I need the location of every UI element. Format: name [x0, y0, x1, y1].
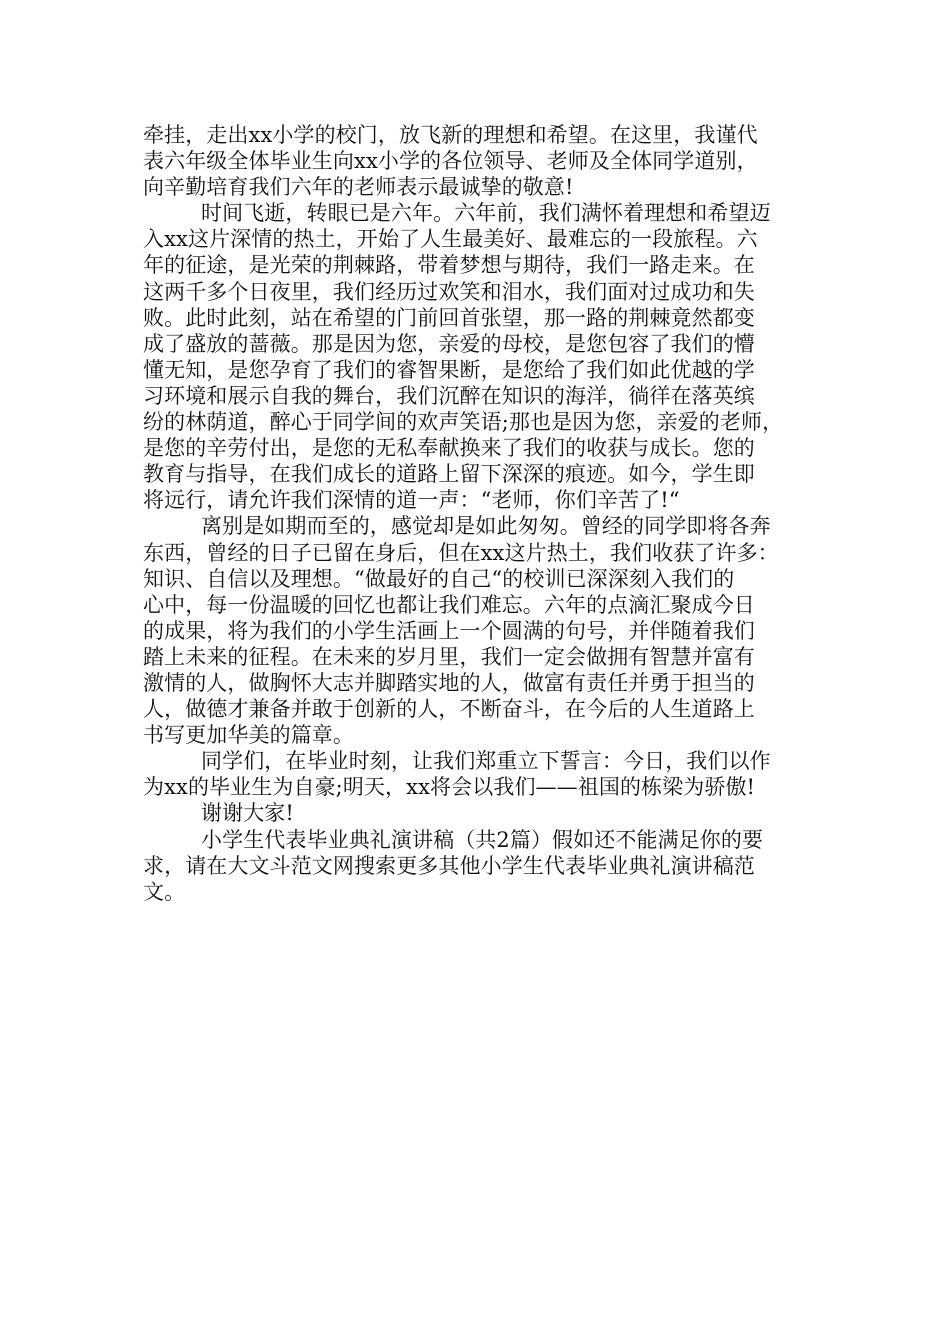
text-line: 的成果，将为我们的小学生活画上一个圆满的句号，并伴随着我们	[143, 618, 755, 643]
text-line: 习环境和展示自我的舞台，我们沉醉在知识的海洋，徜徉在落英缤	[143, 383, 755, 408]
text-line: 书写更加华美的篇章。	[143, 723, 354, 748]
text-line: 激情的人，做胸怀大志并脚踏实地的人，做富有责任并勇于担当的	[143, 670, 755, 695]
text-line: 教育与指导，在我们成长的道路上留下深深的痕迹。如今，学生即	[143, 462, 755, 487]
text-line: 心中，每一份温暖的回忆也都让我们难忘。六年的点滴汇聚成今日	[143, 592, 755, 617]
text-line: 牵挂，走出xx小学的校门，放飞新的理想和希望。在这里，我谨代	[143, 123, 758, 147]
paragraph-start-line: 同学们，在毕业时刻，让我们郑重立下誓言：今日，我们以作	[201, 749, 771, 774]
text-line: 年的征途，是光荣的荆棘路，带着梦想与期待，我们一路走来。在	[143, 253, 755, 278]
paragraph-start-line: 时间飞逝，转眼已是六年。六年前，我们满怀着理想和希望迈	[201, 201, 771, 226]
text-line: 将远行，请允许我们深情的道一声：“老师，你们辛苦了!“	[143, 488, 680, 513]
text-line: 踏上未来的征程。在未来的岁月里，我们一定会做拥有智慧并富有	[143, 644, 755, 669]
paragraph-start-line: 离别是如期而至的，感觉却是如此匆匆。曾经的同学即将各奔	[201, 514, 771, 539]
text-line: 文。	[143, 879, 186, 904]
text-line: 这两千多个日夜里，我们经历过欢笑和泪水，我们面对过成功和失	[143, 279, 755, 304]
text-line: 成了盛放的蔷薇。那是因为您，亲爱的母校，是您包容了我们的懵	[143, 331, 755, 356]
text-line: 知识、自信以及理想。“做最好的自己“的校训已深深刻入我们的	[143, 566, 735, 591]
text-line: 表六年级全体毕业生向xx小学的各位领导、老师及全体同学道别，	[143, 149, 758, 174]
text-line: 纷的林荫道，醉心于同学间的欢声笑语;那也是因为您，亲爱的老师，	[143, 410, 784, 435]
text-line: 人，做德才兼备并敢于创新的人，不断奋斗，在今后的人生道路上	[143, 697, 755, 722]
text-line: 败。此时此刻，站在希望的门前回首张望，那一路的荆棘竟然都变	[143, 305, 755, 330]
speech-body	[143, 122, 808, 905]
paragraph-start-line: 小学生代表毕业典礼演讲稿（共2篇）假如还不能满足你的要	[201, 827, 764, 852]
text-line: 为xx的毕业生为自豪;明天，xx将会以我们——祖国的栋梁为骄傲!	[143, 775, 756, 800]
text-line: 东西，曾经的日子已留在身后，但在xx这片热土，我们收获了许多：	[143, 540, 779, 565]
text-line: 懂无知，是您孕育了我们的睿智果断，是您给了我们如此优越的学	[143, 357, 755, 382]
text-line: 入xx这片深情的热土，开始了人生最美好、最难忘的一段旅程。六	[143, 227, 758, 252]
text-line: 求，请在大文斗范文网搜索更多其他小学生代表毕业典礼演讲稿范	[143, 853, 755, 878]
text-line: 向辛勤培育我们六年的老师表示最诚挚的敬意!	[143, 175, 574, 200]
paragraph-start-line: 谢谢大家!	[201, 801, 294, 826]
text-line: 是您的辛劳付出，是您的无私奉献换来了我们的收获与成长。您的	[143, 436, 755, 461]
